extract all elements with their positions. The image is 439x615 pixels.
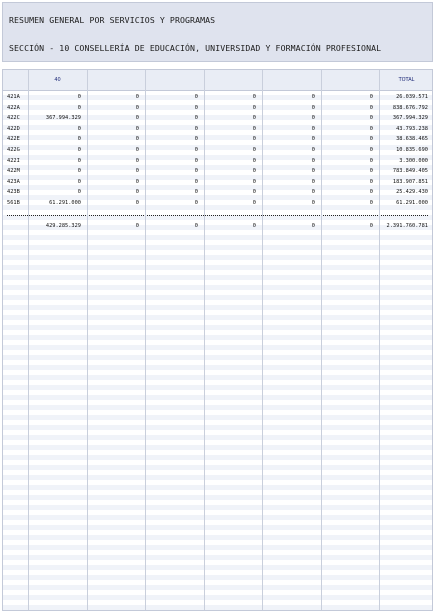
amount-cell: 0 [135,178,139,185]
program-code: 422C [7,115,20,122]
amount-cell: 0 [77,94,81,100]
amount-cell: 0 [194,189,198,196]
amount-cell: 0 [311,157,315,164]
table-row [3,124,432,135]
amount-cell: 0 [77,147,81,153]
amount-cell: 0 [135,125,139,132]
amount-cell: 0 [252,157,256,164]
amount-cell: 0 [252,104,256,111]
table-row [3,198,432,209]
amount-cell: 0 [252,94,256,100]
table-row [3,134,432,145]
amount-cell: 0 [77,178,81,185]
total-cell: 61.291.000 [396,200,428,206]
amount-cell: 0 [77,104,81,111]
total-cell: 3.300.000 [399,157,428,164]
program-code: 423A [7,178,20,185]
amount-cell: 0 [369,178,373,185]
section-title: SECCIÓN - 10 CONSELLERÍA DE EDUCACIÓN, UNIVERSIDAD Y FORMACIÓN PROFESIONAL [9,43,382,53]
table-row [3,166,432,177]
amount-cell: 0 [194,147,198,153]
program-code: 422A [7,104,20,111]
amount-cell: 0 [369,189,373,196]
amount-cell: 0 [77,125,81,132]
report-header [2,2,433,62]
amount-cell: 0 [369,136,373,143]
program-code: 422E [7,136,20,143]
amount-cell: 0 [252,115,256,122]
table-row [3,113,432,124]
amount-cell: 0 [135,115,139,122]
table-row [3,92,432,103]
amount-cell: 0 [311,125,315,132]
amount-cell: 0 [135,223,139,229]
amount-cell: 0 [311,223,315,229]
amount-cell: 0 [311,104,315,111]
amount-cell: 0 [135,147,139,153]
total-cell: 783.849.405 [392,168,428,175]
amount-cell: 0 [194,168,198,175]
amount-cell: 0 [194,178,198,185]
amount-cell: 0 [194,223,198,229]
amount-cell: 0 [77,189,81,196]
amount-cell: 0 [135,136,139,143]
amount-cell: 0 [311,178,315,185]
program-code: 421A [7,94,20,100]
amount-cell: 0 [252,200,256,206]
amount-cell: 0 [252,147,256,153]
amount-cell: 0 [194,157,198,164]
amount-cell: 0 [135,104,139,111]
amount-cell: 0 [194,104,198,111]
total-cell: 838.676.792 [392,104,428,111]
amount-cell: 0 [135,157,139,164]
program-code: 422I [7,157,20,164]
amount-cell: 367.994.329 [45,115,81,122]
total-cell: 2.391.760.781 [386,223,428,229]
amount-cell: 0 [135,200,139,206]
total-cell: 26.039.571 [396,94,428,100]
amount-cell: 0 [369,115,373,122]
amount-cell: 0 [369,125,373,132]
amount-cell: 0 [369,147,373,153]
table-row [3,221,432,232]
amount-cell: 0 [311,147,315,153]
amount-cell: 0 [252,125,256,132]
amount-cell: 0 [77,157,81,164]
amount-cell: 0 [252,136,256,143]
summary-table [2,69,433,611]
amount-cell: 0 [135,189,139,196]
amount-cell: 0 [194,125,198,132]
total-cell: 10.835.690 [396,147,428,153]
report-title: RESUMEN GENERAL POR SERVICIOS Y PROGRAMAS [9,15,216,25]
program-code: 423B [7,189,20,196]
column-header: 40 [54,77,61,83]
column-header: TOTAL [398,77,415,83]
amount-cell: 0 [369,94,373,100]
program-code: 422D [7,125,20,132]
amount-cell: 0 [252,178,256,185]
amount-cell: 0 [77,168,81,175]
table-row [3,177,432,188]
table-row [3,103,432,114]
total-cell: 25.429.430 [396,189,428,196]
amount-cell: 0 [311,189,315,196]
total-cell: 43.793.238 [396,125,428,132]
program-code: 561B [7,200,20,206]
amount-cell: 0 [369,104,373,111]
table-row [3,187,432,198]
total-cell: 367.994.329 [392,115,428,122]
amount-cell: 0 [311,115,315,122]
amount-cell: 0 [369,168,373,175]
amount-cell: 61.291.000 [49,200,81,206]
amount-cell: 0 [77,136,81,143]
amount-cell: 0 [252,168,256,175]
amount-cell: 0 [194,136,198,143]
program-code: 422M [7,168,20,175]
totals-separator [7,215,428,216]
amount-cell: 0 [194,200,198,206]
amount-cell: 0 [311,136,315,143]
total-cell: 183.907.851 [392,178,428,185]
amount-cell: 0 [252,223,256,229]
amount-cell: 0 [311,94,315,100]
table-row [3,145,432,156]
amount-cell: 0 [135,94,139,100]
amount-cell: 0 [369,157,373,164]
table-row [3,156,432,167]
amount-cell: 0 [369,200,373,206]
total-cell: 38.638.465 [396,136,428,143]
program-code: 422G [7,147,20,153]
amount-cell: 0 [135,168,139,175]
amount-cell: 0 [252,189,256,196]
amount-cell: 0 [311,200,315,206]
amount-cell: 0 [369,223,373,229]
amount-cell: 0 [194,115,198,122]
amount-cell: 429.285.329 [45,223,81,229]
amount-cell: 0 [194,94,198,100]
amount-cell: 0 [311,168,315,175]
